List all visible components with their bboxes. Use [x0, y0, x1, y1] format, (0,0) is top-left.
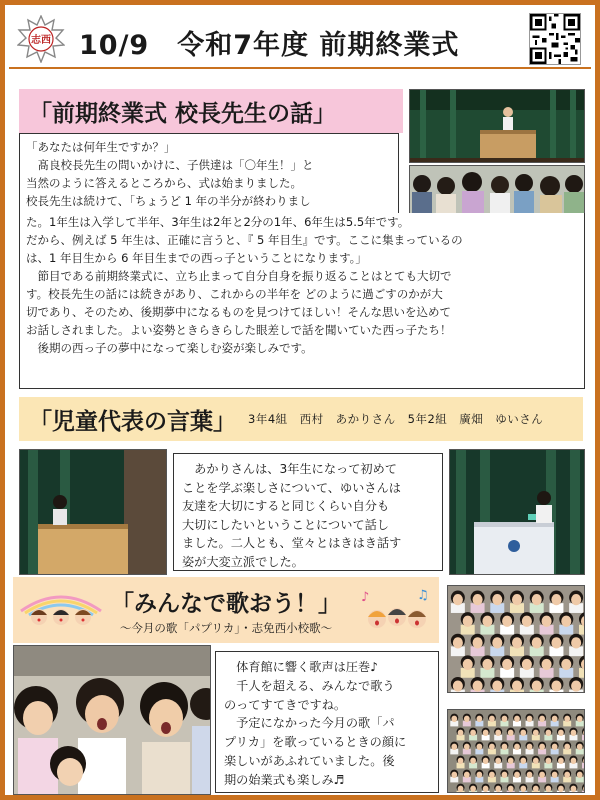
- photo-speaker-right: [449, 449, 585, 575]
- school-emblem-icon: [17, 15, 65, 63]
- photo-gym-crowd-wide: [447, 709, 585, 793]
- text-line: 予定になかった今月の歌「パ: [224, 716, 395, 731]
- text-line: あかりさんは、3年生になって初めて: [182, 462, 397, 476]
- photo-singing-children-closeup: [13, 645, 211, 795]
- text-line: 友達を大切にすると同じくらい自分も: [182, 499, 390, 513]
- student-representative-text: [173, 453, 443, 571]
- text-line: 髙良校長先生の問いかけに、子供達は「〇年生！」と: [26, 158, 314, 172]
- text-line: 「あなたは何年生ですか？」: [26, 140, 176, 154]
- text-line: ました。二人とも、堂々とはきはき話す: [182, 536, 402, 550]
- text-line: のってすてきですね。: [224, 697, 347, 712]
- text-line: す。校長先生の話には続きがあり、これからの半年を どのように過ごすのかが大: [26, 287, 443, 301]
- principal-speech-heading: 「前期終業式 校長先生の話」: [19, 89, 403, 133]
- text-line: お話しされました。よい姿勢ときらきらした眼差しで話を聞いていた西っ子たち！: [26, 323, 452, 337]
- text-line: 節目である前期終業式に、立ち止まって自分自身を振り返ることはとても大切で: [26, 269, 452, 283]
- svg-text:♪: ♪: [361, 590, 370, 605]
- section-heading: 「児童代表の言葉」: [29, 408, 236, 435]
- section-subheading: ～今月の歌「パプリカ」・志免西小校歌～: [119, 620, 333, 635]
- text-line: は、1 年目生から 6 年目生までの西っ子ということになります。」: [26, 251, 367, 265]
- text-line: た。1年生は入学して半年、3年生は2年と2分の1年、6年生は5.5年です。: [26, 215, 410, 229]
- photo-speaker-left: [19, 449, 167, 575]
- header: [9, 9, 591, 69]
- text-line: 後期の西っ子の夢中になって楽しむ姿が楽しみです。: [26, 341, 313, 355]
- singing-children-illustration-icon: [19, 589, 103, 631]
- music-notes-illustration-icon: [357, 585, 435, 637]
- text-line: 校長先生は続けて、「ちょうど 1 年の半分が終わりまし: [26, 194, 311, 208]
- principal-speech-intro: [19, 133, 399, 215]
- emblem-text: 志西: [31, 35, 51, 46]
- sing-together-text: [215, 651, 439, 793]
- text-line: 姿が大変立派でした。: [182, 554, 304, 569]
- photo-gym-crowd-singing: [447, 585, 585, 693]
- text-line: ことを学ぶ楽しさについて、ゆいさんは: [182, 480, 401, 495]
- text-line: 当然のように答えるところから、式は始まりました。: [26, 176, 302, 190]
- text-line: だから、例えば 5 年生は、正確に言うと、『 5 年目生』です。ここに集まっているの: [26, 233, 463, 247]
- photo-principal-podium: [409, 89, 585, 163]
- principal-speech-body: [19, 213, 585, 389]
- text-line: 大切にしたいということについて話し: [182, 517, 389, 532]
- text-line: 体育館に響く歌声は圧巻♪: [224, 660, 379, 674]
- text-line: 千人を超える、みんなで歌う: [224, 678, 395, 693]
- text-line: 切であり、そのため、後期夢中になるものを見つけてほしい！そんな思いを込めて: [26, 305, 452, 319]
- text-line: 期の始業式も楽しみ♬: [224, 772, 345, 787]
- text-line: 楽しいがあふれていました。後: [224, 753, 395, 768]
- qr-code-icon[interactable]: [529, 13, 581, 65]
- svg-text:♫: ♫: [417, 588, 429, 603]
- text-line: プリカ」を歌っているときの顔に: [224, 735, 407, 750]
- photo-students-listening: [409, 165, 585, 217]
- speaker-names: 3年4組 西村 あかりさん 5年2組 廣畑 ゆいさん: [248, 412, 544, 426]
- page-title: 10/9 令和7年度 前期終業式: [79, 30, 460, 61]
- section-heading: 「みんなで歌おう！」: [111, 590, 341, 617]
- student-representative-heading: [19, 397, 583, 441]
